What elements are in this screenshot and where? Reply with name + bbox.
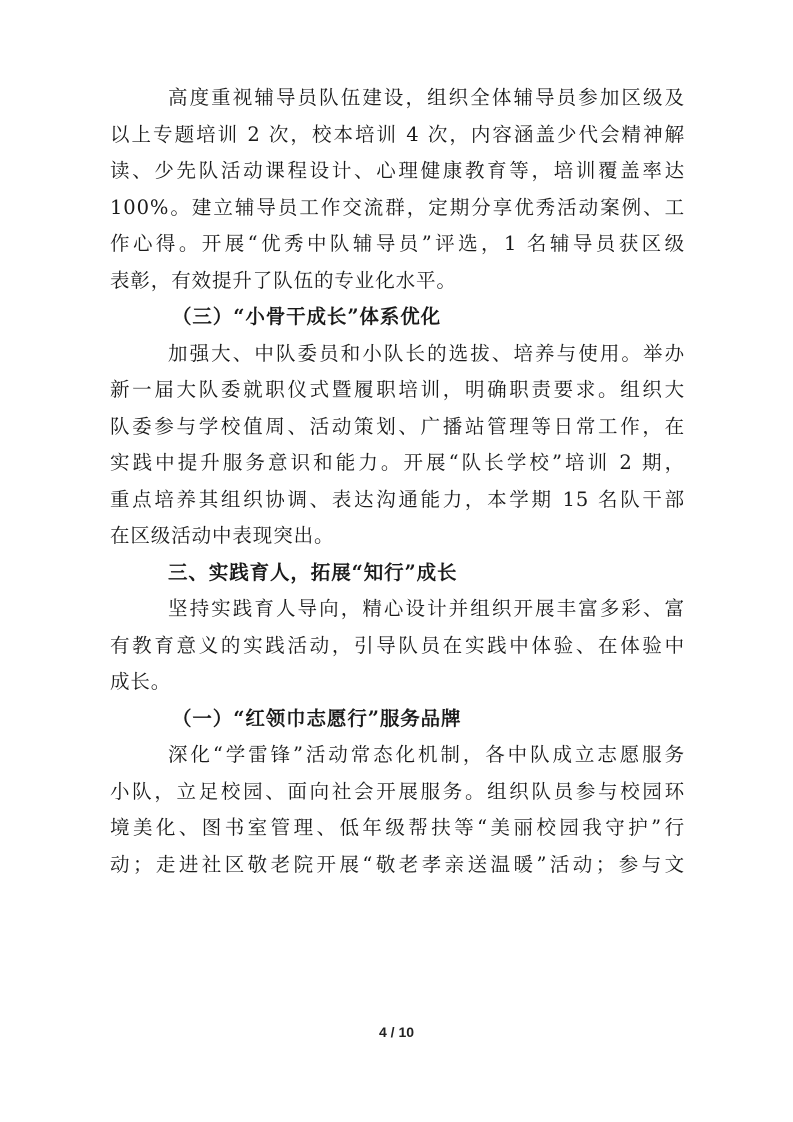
paragraph-line: 100%。建立辅导员工作交流群，定期分享优秀活动案例、工 bbox=[110, 195, 685, 219]
page-number: 4 / 10 bbox=[378, 1024, 415, 1040]
paragraph-line: 加强大、中队委员和小队长的选拔、培养与使用。举办 bbox=[168, 341, 685, 365]
subsection-heading: （三）“小骨干成长”体系优化 bbox=[172, 305, 442, 328]
paragraph-line: 有教育意义的实践活动，引导队员在实践中体验、在体验中 bbox=[110, 633, 685, 657]
paragraph-line: 小队，立足校园、面向社会开展服务。组织队员参与校园环 bbox=[110, 779, 685, 803]
paragraph-line: 成长。 bbox=[110, 670, 172, 693]
paragraph-line: 重点培养其组织协调、表达沟通能力，本学期 15 名队干部 bbox=[110, 487, 685, 511]
paragraph-line: 新一届大队委就职仪式暨履职培训，明确职责要求。组织大 bbox=[110, 378, 685, 401]
paragraph-line: 作心得。开展“优秀中队辅导员”评选，1 名辅导员获区级 bbox=[110, 232, 685, 255]
paragraph-line: 深化“学雷锋”活动常态化机制，各中队成立志愿服务 bbox=[168, 743, 685, 766]
paragraph-line: 队委参与学校值周、活动策划、广播站管理等日常工作，在 bbox=[110, 414, 685, 438]
document-body bbox=[110, 80, 685, 883]
paragraph-line: 高度重视辅导员队伍建设，组织全体辅导员参加区级及 bbox=[168, 86, 685, 109]
paragraph-line: 表彰，有效提升了队伍的专业化水平。 bbox=[110, 268, 457, 292]
paragraph-line: 动；走进社区敬老院开展“敬老孝亲送温暖”活动；参与文 bbox=[110, 852, 685, 876]
subsection-heading: （一）“红领巾志愿行”服务品牌 bbox=[172, 706, 462, 730]
paragraph-line: 实践中提升服务意识和能力。开展“队长学校”培训 2 期， bbox=[110, 451, 685, 474]
paragraph-line: 境美化、图书室管理、低年级帮扶等“美丽校园我守护”行 bbox=[110, 816, 685, 839]
paragraph-line: 坚持实践育人导向，精心设计并组织开展丰富多彩、富 bbox=[168, 597, 685, 620]
paragraph-line: 在区级活动中表现突出。 bbox=[110, 524, 335, 547]
paragraph-line: 读、少先队活动课程设计、心理健康教育等，培训覆盖率达 bbox=[110, 159, 685, 182]
section-heading: 三、实践育人，拓展“知行”成长 bbox=[168, 560, 458, 584]
paragraph-line: 以上专题培训 2 次，校本培训 4 次，内容涵盖少代会精神解 bbox=[110, 122, 685, 146]
